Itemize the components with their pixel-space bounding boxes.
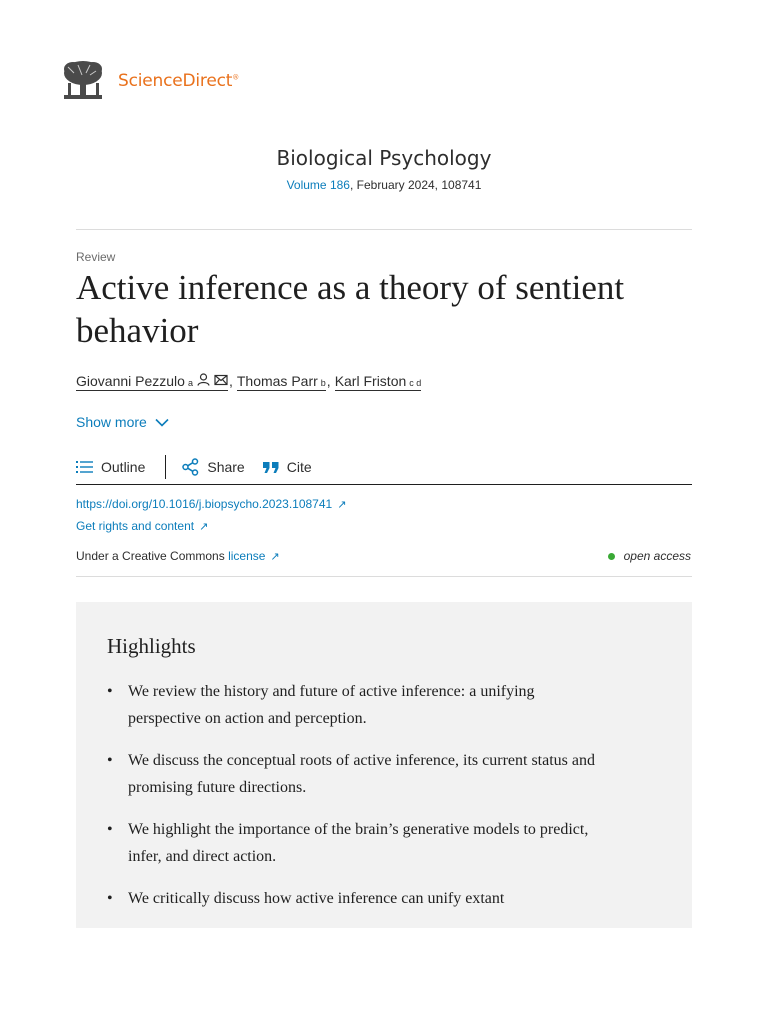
show-more-label: Show more xyxy=(76,414,147,430)
list-item: • We critically discuss how active inference can unify extant xyxy=(107,885,607,912)
chevron-down-icon xyxy=(155,418,169,427)
cite-button[interactable] xyxy=(263,459,312,475)
author-list xyxy=(76,373,421,391)
quote-icon xyxy=(263,461,279,474)
author-name: Karl Friston xyxy=(334,373,407,389)
author-separator: , xyxy=(326,373,331,389)
highlights-section xyxy=(76,602,692,928)
license-statement xyxy=(76,549,280,563)
share-icon xyxy=(182,458,199,476)
author-affiliation: b xyxy=(320,378,326,388)
share-label: Share xyxy=(207,459,245,475)
share-button[interactable] xyxy=(182,458,244,476)
doi-link[interactable] xyxy=(76,497,346,511)
highlights-list xyxy=(107,678,607,927)
cite-label: Cite xyxy=(286,459,312,475)
external-link-icon: ↗ xyxy=(199,521,209,533)
open-access-dot-icon xyxy=(608,553,615,560)
bullet: • xyxy=(107,821,113,838)
external-link-icon: ↗ xyxy=(270,551,280,563)
elsevier-tree-logo-icon[interactable] xyxy=(60,59,106,103)
highlights-title: Highlights xyxy=(107,634,196,658)
show-more-button[interactable] xyxy=(76,414,169,430)
list-item: • We discuss the conceptual roots of active inference, its current status and promising future directions. xyxy=(107,747,607,801)
mail-icon xyxy=(214,374,228,386)
journal-info xyxy=(0,146,768,192)
divider xyxy=(76,576,692,577)
author-affiliation: a xyxy=(187,378,193,388)
open-access-label: open access xyxy=(623,549,691,563)
bullet: • xyxy=(107,752,113,769)
license-prefix: Under a Creative Commons xyxy=(76,549,229,563)
author-link[interactable] xyxy=(76,373,228,391)
site-header xyxy=(60,58,239,104)
outline-button[interactable] xyxy=(76,459,145,475)
issue-date-text: , February 2024, 108741 xyxy=(349,178,482,192)
sciencedirect-logo-text[interactable]: ScienceDirect® xyxy=(118,71,240,91)
article-type-label: Review xyxy=(76,250,116,264)
person-icon xyxy=(197,373,210,386)
author-link[interactable] xyxy=(237,373,326,391)
toolbar-divider xyxy=(165,455,166,479)
divider xyxy=(76,229,692,230)
rights-text: Get rights and content xyxy=(76,519,195,533)
bullet: • xyxy=(107,683,113,700)
doi-text: https://doi.org/10.1016/j.biopsycho.2023.108741 xyxy=(76,497,333,511)
list-icon xyxy=(76,460,93,474)
rights-link[interactable] xyxy=(76,519,208,533)
author-affiliation: c d xyxy=(409,378,422,388)
author-link[interactable] xyxy=(335,373,422,391)
author-separator: , xyxy=(228,373,233,389)
list-item: • We highlight the importance of the brain’s generative models to predict, infer, and direct action. xyxy=(107,816,607,870)
list-item: • We review the history and future of active inference: a unifying perspective on action and perception. xyxy=(107,678,607,732)
bullet: • xyxy=(107,890,113,907)
license-link[interactable]: license ↗ xyxy=(228,549,280,563)
article-title: Active inference as a theory of sentient behavior xyxy=(76,268,625,350)
article-toolbar xyxy=(76,450,692,485)
external-link-icon: ↗ xyxy=(337,499,347,511)
author-name: Giovanni Pezzulo xyxy=(76,373,185,389)
author-name: Thomas Parr xyxy=(236,373,318,389)
volume-link[interactable]: Volume 186 xyxy=(286,178,350,192)
outline-label: Outline xyxy=(101,459,146,475)
journal-title-link[interactable]: Biological Psychology xyxy=(276,146,492,170)
open-access-badge xyxy=(608,549,691,563)
journal-issue-info xyxy=(0,178,768,192)
